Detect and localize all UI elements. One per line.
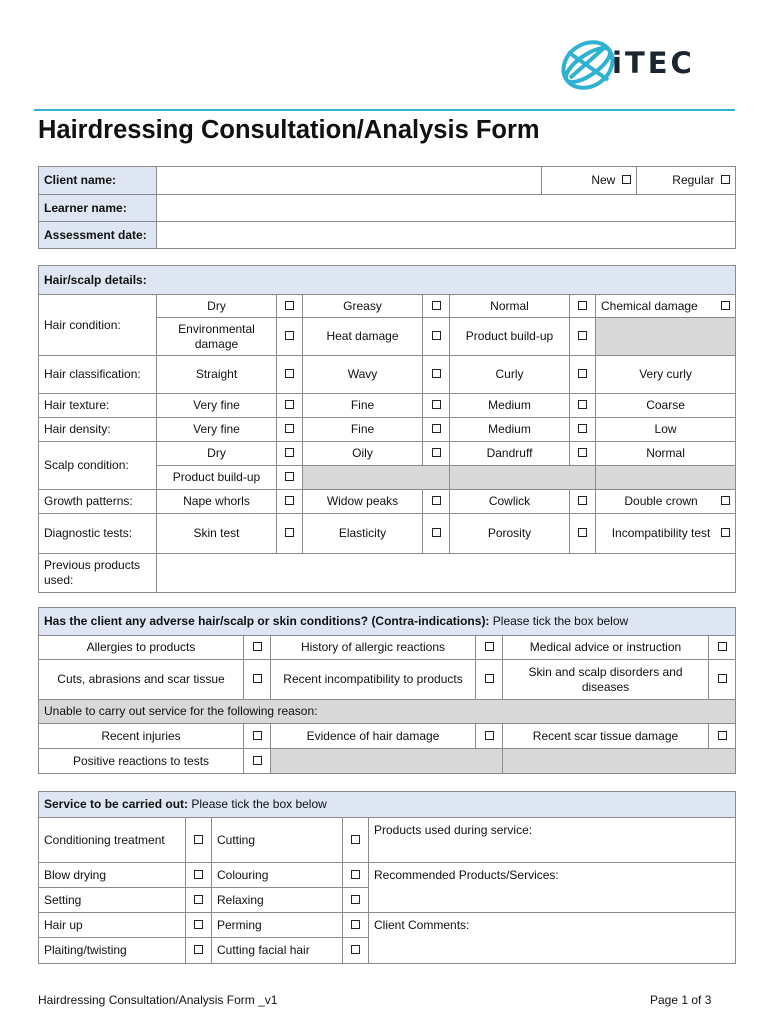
empty-cell [450, 466, 596, 490]
option-recent-injuries: Recent injuries [39, 724, 244, 749]
service-header-instruction: Please tick the box below [191, 797, 327, 811]
option-conditioning: Conditioning treatment [39, 818, 186, 863]
previous-products-label: Previous products used: [39, 554, 157, 593]
option-setting: Setting [39, 888, 186, 913]
option-wavy: Wavy [303, 356, 423, 394]
hair-density-label: Hair density: [39, 418, 157, 442]
incompatibility-test-option[interactable] [596, 514, 736, 554]
header-divider [34, 109, 735, 111]
incompatibility-test-checkbox[interactable] [721, 528, 730, 537]
logo-text: iTEC [612, 46, 695, 80]
empty-cell [503, 749, 736, 774]
medium-checkbox[interactable] [578, 400, 587, 409]
footer-page-number: Page 1 of 3 [650, 993, 712, 1007]
option-porosity: Porosity [450, 514, 570, 554]
skin-scalp-disorders-checkbox[interactable] [718, 674, 727, 683]
hair-up-checkbox[interactable] [194, 920, 203, 929]
option-perming: Perming [212, 913, 343, 938]
option-hair-up: Hair up [39, 913, 186, 938]
dry-checkbox[interactable] [285, 301, 294, 310]
option-density-very-fine: Very fine [157, 418, 277, 442]
perming-checkbox[interactable] [351, 920, 360, 929]
option-elasticity: Elasticity [303, 514, 423, 554]
hair-scalp-table [38, 265, 736, 593]
recent-incompatibility-checkbox[interactable] [485, 674, 494, 683]
service-header-bold: Service to be carried out: [44, 797, 189, 811]
contra-header [39, 608, 736, 636]
environmental-damage-checkbox[interactable] [285, 331, 294, 340]
learner-name-field[interactable] [157, 195, 736, 222]
double-crown-checkbox[interactable] [721, 496, 730, 505]
evidence-hair-damage-checkbox[interactable] [485, 731, 494, 740]
density-very-fine-checkbox[interactable] [285, 424, 294, 433]
diagnostic-tests-label: Diagnostic tests: [39, 514, 157, 554]
assessment-date-field[interactable] [157, 222, 736, 249]
option-incompatibility-test: Incompatibility test [611, 526, 711, 540]
option-very-fine: Very fine [157, 394, 277, 418]
option-scalp-dry: Dry [157, 442, 277, 466]
nape-whorls-checkbox[interactable] [285, 496, 294, 505]
greasy-checkbox[interactable] [432, 301, 441, 310]
option-medium: Medium [450, 394, 570, 418]
page-title: Hairdressing Consultation/Analysis Form [38, 116, 540, 144]
option-cuts: Cuts, abrasions and scar tissue [39, 660, 244, 700]
hair-condition-label: Hair condition: [39, 295, 157, 356]
empty-cell [271, 749, 503, 774]
normal-checkbox[interactable] [578, 301, 587, 310]
cutting-facial-hair-checkbox[interactable] [351, 945, 360, 954]
option-coarse: Coarse [596, 394, 736, 418]
option-environmental-damage: Environmental damage [157, 318, 277, 356]
contra-header-bold: Has the client any adverse hair/scalp or skin conditions? (Contra-indications): [44, 614, 490, 628]
contra-indications-table [38, 607, 736, 774]
option-cutting: Cutting [212, 818, 343, 863]
option-positive-reactions: Positive reactions to tests [39, 749, 244, 774]
service-table [38, 791, 736, 964]
option-product-buildup: Product build-up [450, 318, 570, 356]
client-info-table [38, 166, 736, 249]
new-client-option[interactable] [542, 167, 637, 195]
growth-patterns-label: Growth patterns: [39, 490, 157, 514]
elasticity-checkbox[interactable] [432, 528, 441, 537]
hair-scalp-header: Hair/scalp details: [39, 266, 736, 295]
scalp-dry-checkbox[interactable] [285, 448, 294, 457]
empty-cell [596, 318, 736, 356]
option-allergies: Allergies to products [39, 636, 244, 660]
curly-checkbox[interactable] [578, 369, 587, 378]
setting-checkbox[interactable] [194, 895, 203, 904]
footer-form-name: Hairdressing Consultation/Analysis Form _v1 [38, 993, 278, 1007]
scalp-product-buildup-checkbox[interactable] [285, 472, 294, 481]
allergies-checkbox[interactable] [253, 642, 262, 651]
option-cowlick: Cowlick [450, 490, 570, 514]
regular-client-option[interactable] [637, 167, 736, 195]
option-fine: Fine [303, 394, 423, 418]
client-comments-field[interactable] [369, 913, 736, 964]
option-plaiting: Plaiting/twisting [39, 938, 186, 964]
option-blow-drying: Blow drying [39, 863, 186, 888]
empty-cell [303, 466, 450, 490]
scalp-condition-label: Scalp condition: [39, 442, 157, 490]
option-low: Low [596, 418, 736, 442]
chemical-damage-option[interactable] [596, 295, 736, 318]
double-crown-option[interactable] [596, 490, 736, 514]
history-allergic-checkbox[interactable] [485, 642, 494, 651]
medical-advice-checkbox[interactable] [718, 642, 727, 651]
regular-checkbox[interactable] [721, 175, 730, 184]
blow-drying-checkbox[interactable] [194, 870, 203, 879]
conditioning-checkbox[interactable] [194, 835, 203, 844]
client-name-label: Client name: [39, 167, 157, 195]
option-double-crown: Double crown [624, 494, 698, 508]
option-relaxing: Relaxing [212, 888, 343, 913]
option-chemical-damage: Chemical damage [601, 298, 698, 313]
previous-products-field[interactable] [157, 554, 736, 593]
option-curly: Curly [450, 356, 570, 394]
colouring-checkbox[interactable] [351, 870, 360, 879]
hair-texture-label: Hair texture: [39, 394, 157, 418]
new-label: New [591, 173, 616, 187]
option-dry: Dry [157, 295, 277, 318]
density-medium-checkbox[interactable] [578, 424, 587, 433]
recommended-field[interactable] [369, 863, 736, 913]
plaiting-checkbox[interactable] [194, 945, 203, 954]
option-recent-incompatibility: Recent incompatibility to products [271, 660, 476, 700]
option-normal: Normal [450, 295, 570, 318]
cutting-checkbox[interactable] [351, 835, 360, 844]
option-density-medium: Medium [450, 418, 570, 442]
density-fine-checkbox[interactable] [432, 424, 441, 433]
learner-name-label: Learner name: [39, 195, 157, 222]
regular-label: Regular [672, 173, 715, 187]
products-used-label: Products used during service: [374, 823, 533, 837]
oily-checkbox[interactable] [432, 448, 441, 457]
positive-reactions-checkbox[interactable] [253, 756, 262, 765]
new-checkbox[interactable] [622, 175, 631, 184]
option-very-curly: Very curly [596, 356, 736, 394]
option-density-fine: Fine [303, 418, 423, 442]
service-header [39, 792, 736, 818]
option-scalp-product-buildup: Product build-up [157, 466, 277, 490]
option-oily: Oily [303, 442, 423, 466]
cowlick-checkbox[interactable] [578, 496, 587, 505]
option-evidence-hair-damage: Evidence of hair damage [271, 724, 476, 749]
skin-test-checkbox[interactable] [285, 528, 294, 537]
fine-checkbox[interactable] [432, 400, 441, 409]
chemical-damage-checkbox[interactable] [721, 301, 730, 310]
option-scalp-normal: Normal [596, 442, 736, 466]
widow-peaks-checkbox[interactable] [432, 496, 441, 505]
client-comments-label: Client Comments: [374, 918, 470, 932]
client-name-field[interactable] [157, 167, 542, 195]
recent-scar-tissue-checkbox[interactable] [718, 731, 727, 740]
relaxing-checkbox[interactable] [351, 895, 360, 904]
option-heat-damage: Heat damage [303, 318, 423, 356]
dandruff-checkbox[interactable] [578, 448, 587, 457]
option-history-allergic: History of allergic reactions [271, 636, 476, 660]
option-colouring: Colouring [212, 863, 343, 888]
unable-reason-header: Unable to carry out service for the following reason: [39, 700, 736, 724]
option-skin-test: Skin test [157, 514, 277, 554]
option-cutting-facial-hair: Cutting facial hair [212, 938, 343, 964]
very-fine-checkbox[interactable] [285, 400, 294, 409]
recent-injuries-checkbox[interactable] [253, 731, 262, 740]
porosity-checkbox[interactable] [578, 528, 587, 537]
option-recent-scar-tissue: Recent scar tissue damage [503, 724, 709, 749]
option-widow-peaks: Widow peaks [303, 490, 423, 514]
option-straight: Straight [157, 356, 277, 394]
straight-checkbox[interactable] [285, 369, 294, 378]
assessment-date-label: Assessment date: [39, 222, 157, 249]
option-skin-scalp-disorders: Skin and scalp disorders and diseases [503, 660, 709, 700]
product-buildup-checkbox[interactable] [578, 331, 587, 340]
heat-damage-checkbox[interactable] [432, 331, 441, 340]
contra-header-instruction: Please tick the box below [492, 614, 629, 628]
products-used-field[interactable] [369, 818, 736, 863]
option-greasy: Greasy [303, 295, 423, 318]
cuts-checkbox[interactable] [253, 674, 262, 683]
option-nape-whorls: Nape whorls [157, 490, 277, 514]
recommended-label: Recommended Products/Services: [374, 868, 559, 882]
empty-cell [596, 466, 736, 490]
hair-classification-label: Hair classification: [39, 356, 157, 394]
wavy-checkbox[interactable] [432, 369, 441, 378]
option-dandruff: Dandruff [450, 442, 570, 466]
option-medical-advice: Medical advice or instruction [503, 636, 709, 660]
